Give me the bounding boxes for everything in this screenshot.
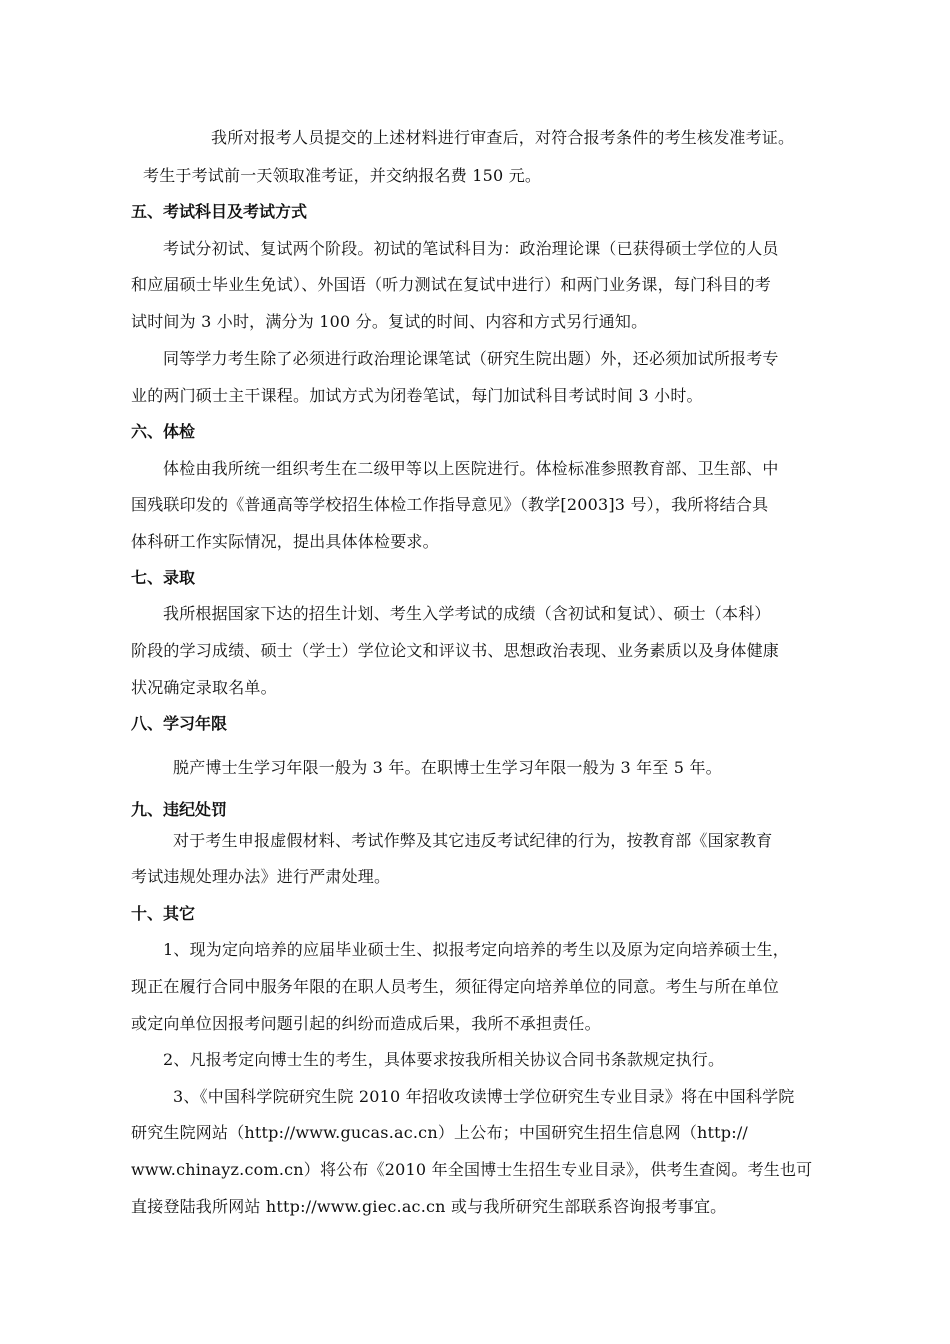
intro-line-1: 我所对报考人员提交的上述材料进行审查后，对符合报考条件的考生核发准考证。 xyxy=(211,128,795,147)
section-10-para-3-line-3: www.chinayz.com.cn）将公布《2010 年全国博士生招生专业目录》，供考生查阅。考生也可 xyxy=(131,1160,813,1179)
section-5-para-1-line-2: 和应届硕士毕业生免试）、外国语（听力测试在复试中进行）和两门业务课，每门科目的考 xyxy=(131,275,772,294)
section-6-para-1-line-1: 体检由我所统一组织考生在二级甲等以上医院进行。体检标准参照教育部、卫生部、中 xyxy=(163,459,779,478)
section-5-para-1-line-1: 考试分初试、复试两个阶段。初试的笔试科目为：政治理论课（已获得硕士学位的人员 xyxy=(163,239,779,258)
section-10-para-3-line-1: 3、《中国科学院研究生院 2010 年招收攻读博士学位研究生专业目录》将在中国科学院 xyxy=(173,1087,795,1106)
section-5-para-2-line-1: 同等学力考生除了必须进行政治理论课笔试（研究生院出题）外，还必须加试所报考专 xyxy=(163,349,779,368)
section-9-para-1-line-1: 对于考生申报虚假材料、考试作弊及其它违反考试纪律的行为，按教育部《国家教育 xyxy=(173,831,773,850)
section-5-para-1-line-3: 试时间为 3 小时，满分为 100 分。复试的时间、内容和方式另行通知。 xyxy=(131,312,648,331)
section-8-heading: 八、学习年限 xyxy=(131,714,228,733)
section-10-para-2-line-1: 2、凡报考定向博士生的考生，具体要求按我所相关协议合同书条款规定执行。 xyxy=(163,1050,725,1069)
section-10-heading: 十、其它 xyxy=(131,904,196,923)
section-8-para-1-line-1: 脱产博士生学习年限一般为 3 年。在职博士生学习年限一般为 3 年至 5 年。 xyxy=(173,758,722,777)
section-7-para-1-line-1: 我所根据国家下达的招生计划、考生入学考试的成绩（含初试和复试）、硕士（本科） xyxy=(163,604,771,623)
section-5-heading: 五、考试科目及考试方式 xyxy=(131,202,308,221)
section-9-heading: 九、违纪处罚 xyxy=(131,800,228,819)
section-6-para-1-line-2: 国残联印发的《普通高等学校招生体检工作指导意见》（教学[2003]3 号），我所将结合具 xyxy=(131,495,769,514)
section-10-para-3-line-2: 研究生院网站（http://www.gucas.ac.cn）上公布；中国研究生招生信息网（http:// xyxy=(131,1123,749,1142)
section-10-para-1-line-2: 现正在履行合同中服务年限的在职人员考生，须征得定向培养单位的同意。考生与所在单位 xyxy=(131,977,780,996)
section-7-para-1-line-3: 状况确定录取名单。 xyxy=(131,678,277,697)
section-6-heading: 六、体检 xyxy=(131,422,196,441)
intro-line-2: 考生于考试前一天领取准考证，并交纳报名费 150 元。 xyxy=(143,166,542,185)
section-10-para-1-line-1: 1、现为定向培养的应届毕业硕士生、拟报考定向培养的考生以及原为定向培养硕士生， xyxy=(163,940,789,959)
section-10-para-3-line-4: 直接登陆我所网站 http://www.giec.ac.cn 或与我所研究生部联系咨询报考事宜。 xyxy=(131,1197,727,1216)
section-7-heading: 七、录取 xyxy=(131,568,196,587)
section-5-para-2-line-2: 业的两门硕士主干课程。加试方式为闭卷笔试，每门加试科目考试时间 3 小时。 xyxy=(131,386,703,405)
section-9-para-1-line-2: 考试违规处理办法》进行严肃处理。 xyxy=(131,867,391,886)
section-7-para-1-line-2: 阶段的学习成绩、硕士（学士）学位论文和评议书、思想政治表现、业务素质以及身体健康 xyxy=(131,641,780,660)
section-10-para-1-line-3: 或定向单位因报考问题引起的纠纷而造成后果，我所不承担责任。 xyxy=(131,1014,601,1033)
section-6-para-1-line-3: 体科研工作实际情况，提出具体体检要求。 xyxy=(131,532,439,551)
